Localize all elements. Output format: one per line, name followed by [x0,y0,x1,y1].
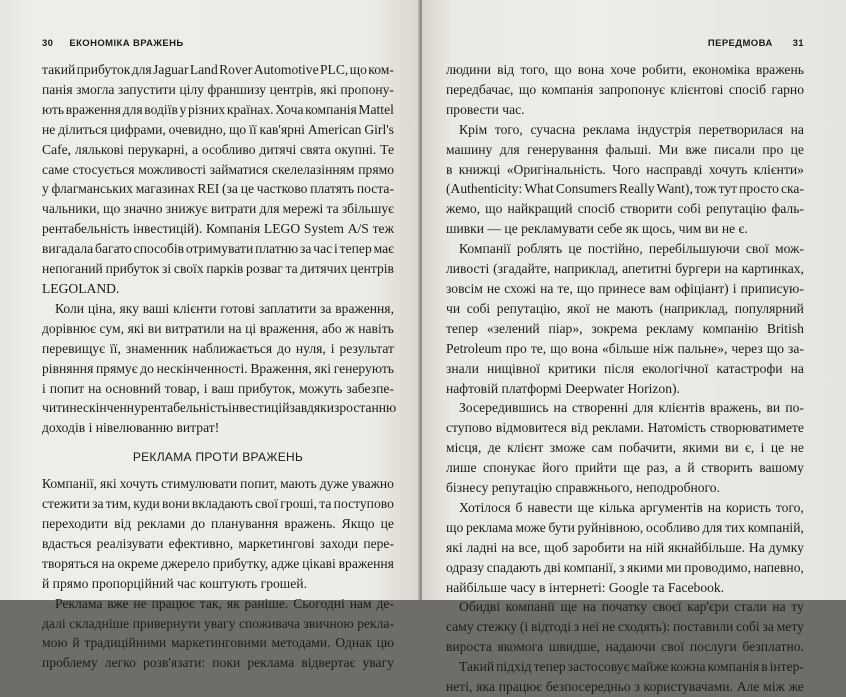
text-line: неті, яка працює безпосередньо з користувачами. Але між же [446,679,804,695]
text-line: машину для генерування фальші. Ми вже писали про це [446,141,804,157]
text-line: ступово відмовитеся від реклами. Натомість створюватимете [446,420,804,436]
left-body-text [42,60,397,438]
text-line: проблему легко розв'язати: поки реклама відвертає увагу [42,655,394,671]
section-heading: РЕКЛАМА ПРОТИ ВРАЖЕНЬ [132,450,304,465]
text-line: Обидві компанії ще на початку своєї кар'єри стали на ту [459,599,804,615]
text-line: саму стежку (і відтоді з неї не сходять): поставили собі за мету [446,619,804,635]
text-line: вигадала багато способів отримувати платню за час і тепер має [42,241,394,257]
text-line: провести час. [446,101,525,117]
text-line: людини від того, що вона хоче робити, економіка вражень [446,62,804,77]
text-line: рентабельність інвестицій). Компанія LEGO System A/S теж [42,221,394,237]
text-line: чальники, що значно знижує витрати для мережі та збільшує [42,201,394,217]
text-line: в книжці «Оригінальність. Чого насправді хочуть клієнти» [446,161,804,177]
running-head: ПЕРЕДМОВА [707,37,773,49]
text-line: зовсім не схожі на те, що принесе вам офіціант) і приписую- [446,280,804,296]
text-line: далі складніше привернути увагу споживача звичною рекла- [42,615,394,631]
text-line: Petroleum про те, що вона «більше ніж пальне», через що за- [446,340,804,356]
text-line: творяться на окреме джерело прибутку, адже цікаві враження [42,555,394,571]
text-line: непоганий прибуток зі своїх парків розваг та дитячих центрів [42,261,394,277]
text-line: доходів і нівелюванню витрат! [42,420,220,436]
text-line: переходити від реклами до планування вражень. Якщо це [42,516,394,532]
text-line: одразу спадають дві компанії, з якими ми проводимо, напевно, [446,559,804,575]
text-line: чити нескінченну рентабельність інвестицій завдяки зростанню [42,400,397,416]
text-line: Компанії роблять це постійно, перебільшуючи свої мож- [459,241,804,257]
left-body-text-continued [42,474,394,673]
right-page-header [446,32,804,54]
text-line: місця, де клієнт зможе сам побачити, якими ви є, і це не [446,440,804,456]
text-line: шивки — це рекламувати себе як щось, чим ви не є. [446,221,748,237]
right-body-text [446,60,804,697]
text-line: чи собі репутацію, якої не мають (наприклад, популярний [446,300,804,316]
right-page [422,0,846,695]
text-line: мою й традиційними маркетинговими методами. Однак цю [42,635,394,651]
text-line: передбачає, що компанія запропонує клієнтові спосіб гарно [446,81,804,97]
text-line: у флагманських магазинах REI (за це частково платять поста- [42,181,394,197]
text-line: вироста якомога швидше, надаючи свої послуги безплатно. [446,639,804,655]
page-number: 31 [792,37,804,49]
text-line: жемо, що найкращий спосіб створити собі репутацію фаль- [446,201,804,217]
running-head: ЕКОНОМІКА ВРАЖЕНЬ [69,37,184,49]
text-line: що реклама може бути руйнівною, особливо для тих компаній, [446,519,804,535]
text-line: які ладні на все, щоб заробити на ній якнайбільше. На думку [446,539,804,555]
text-line: LEGOLAND. [42,280,120,296]
text-line: не ділиться цифрами, очевидно, що її кав'ярні American Girl's [42,121,394,137]
text-line: й прямо пропорційний час коштують грошей. [42,575,307,591]
text-line: такий прибуток для Jaguar Land Rover Automotive PLC, що ком- [42,62,394,77]
text-line: рівняння прямує до нескінченності. Враження, які генерують [42,360,394,376]
text-line: тепер «зелений піар», зокрема рекламу компанію British [446,320,804,336]
text-line: Компанії, які хочуть стимулювати попит, мають дуже уважно [42,476,394,492]
text-line: панія змогла запустити цілу франшизу центрів, які пропону- [42,81,394,97]
text-line: Зосередившись на створенні для клієнтів вражень, ви по- [459,400,804,416]
text-line: і попит на основний товар, і ваш прибуток, можуть забезпе- [42,380,394,396]
text-line: Cafe, лялькові перукарні, а особливо дитячі свята окупні. Те [42,141,394,157]
text-line: вдасться реалізувати ефективно, маркетингові заходи пере- [42,535,394,551]
text-line: дорівнює сум, які ви витратили на ці враження, або ж навіть [42,320,394,336]
text-line: (Authenticity: What Consumers Really Want), тож тут просто ска- [446,181,804,197]
page-number: 30 [42,37,54,49]
text-line: Коли ціна, яку ваші клієнти готові заплатити за враження, [55,300,394,316]
text-line: найбільше часу в інтернеті: Google та Facebook. [446,579,725,595]
left-page [0,0,420,671]
text-line: Реклама вже не працює так, як раніше. Сьогодні нам де- [55,595,394,611]
text-line: Крім того, сучасна реклама індустрія перетворилася на [459,121,804,137]
left-page-header [42,32,394,54]
text-line: саме стосується можливості займатися скелелазінням прямо [42,161,394,177]
text-line: перевищує її, знаменник наближається до нуля, і результат [42,340,394,356]
text-line: ють враження для водіїв у різних країнах. Хоча компанія Mattel [42,101,394,117]
text-line: Такий підхід тепер застосовує майже кожна компанія в інтер- [459,659,804,675]
text-line: знали нищівної критики після екологічної катастрофи на [446,360,804,376]
text-line: Хотілося б навести ще кілька аргументів на користь того, [459,499,804,515]
text-line: лише спонукає його прийти ще раз, а й створить вашому [446,460,804,476]
text-line: бізнесу репутацію справжнього, неподробного. [446,480,720,496]
text-line: стежити за тим, куди вони вкладають свої гроші, та поступово [42,496,394,512]
text-line: нафтовій платформі Deepwater Horizon). [446,380,680,396]
text-line: ливості (згадайте, наприклад, апетитні бургери на картинках, [446,261,804,277]
